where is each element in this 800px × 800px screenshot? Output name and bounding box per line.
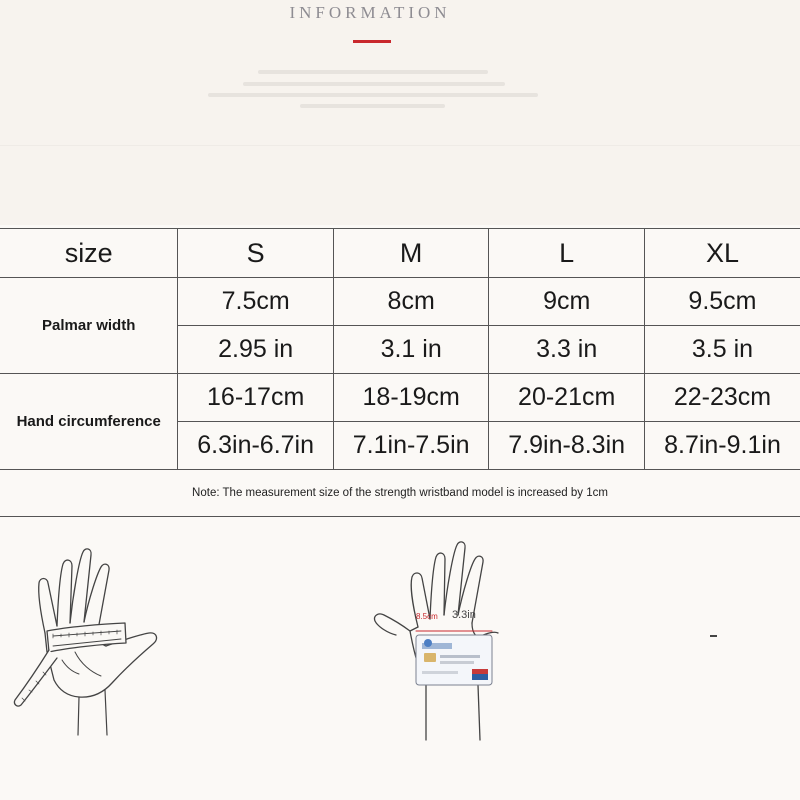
hand-circumference-label: Hand circumference <box>0 374 178 470</box>
header-divider <box>0 145 800 146</box>
header-accent-rule <box>353 40 391 43</box>
measurement-note: Note: The measurement size of the strength wristband model is increased by 1cm <box>0 470 800 517</box>
hand-circ-m-cm: 18-19cm <box>333 374 489 422</box>
blurred-text-line <box>208 93 538 97</box>
ruler-label-in: 3.3in <box>452 609 476 621</box>
size-header-row <box>0 229 800 278</box>
measurement-illustrations <box>0 525 800 800</box>
hand-circumference-cm-row <box>0 374 800 422</box>
blurred-text-line <box>258 70 488 74</box>
palmar-width-l-cm: 9cm <box>489 278 645 326</box>
palmar-width-l-in: 3.3 in <box>489 326 645 374</box>
palmar-width-label: Palmar width <box>0 278 178 374</box>
ruler-label-cm: 8.5cm <box>416 612 438 621</box>
size-xl-header: XL <box>644 229 800 278</box>
palmar-width-s-cm: 7.5cm <box>178 278 334 326</box>
palmar-width-m-cm: 8cm <box>333 278 489 326</box>
hand-circ-m-in: 7.1in-7.5in <box>333 422 489 470</box>
palmar-width-xl-cm: 9.5cm <box>644 278 800 326</box>
size-m-header: M <box>333 229 489 278</box>
hand-circ-l-in: 7.9in-8.3in <box>489 422 645 470</box>
palmar-width-m-in: 3.1 in <box>333 326 489 374</box>
note-row <box>0 470 800 517</box>
palmar-width-s-in: 2.95 in <box>178 326 334 374</box>
hand-card-measure-icon <box>370 535 570 745</box>
information-header <box>0 0 800 225</box>
hand-circ-xl-cm: 22-23cm <box>644 374 800 422</box>
size-l-header: L <box>489 229 645 278</box>
size-chart-table <box>0 228 800 517</box>
palmar-width-xl-in: 3.5 in <box>644 326 800 374</box>
size-header-label: size <box>0 229 178 278</box>
header-title: INFORMATION <box>289 3 451 22</box>
blurred-text-line <box>300 104 445 108</box>
hand-circ-l-cm: 20-21cm <box>489 374 645 422</box>
hand-circ-xl-in: 8.7in-9.1in <box>644 422 800 470</box>
hand-circ-s-cm: 16-17cm <box>178 374 334 422</box>
hand-wrap-measure-icon <box>5 540 205 740</box>
palmar-width-cm-row <box>0 278 800 326</box>
hand-circ-s-in: 6.3in-6.7in <box>178 422 334 470</box>
stray-dash <box>710 635 717 637</box>
blurred-text-line <box>243 82 505 86</box>
size-s-header: S <box>178 229 334 278</box>
